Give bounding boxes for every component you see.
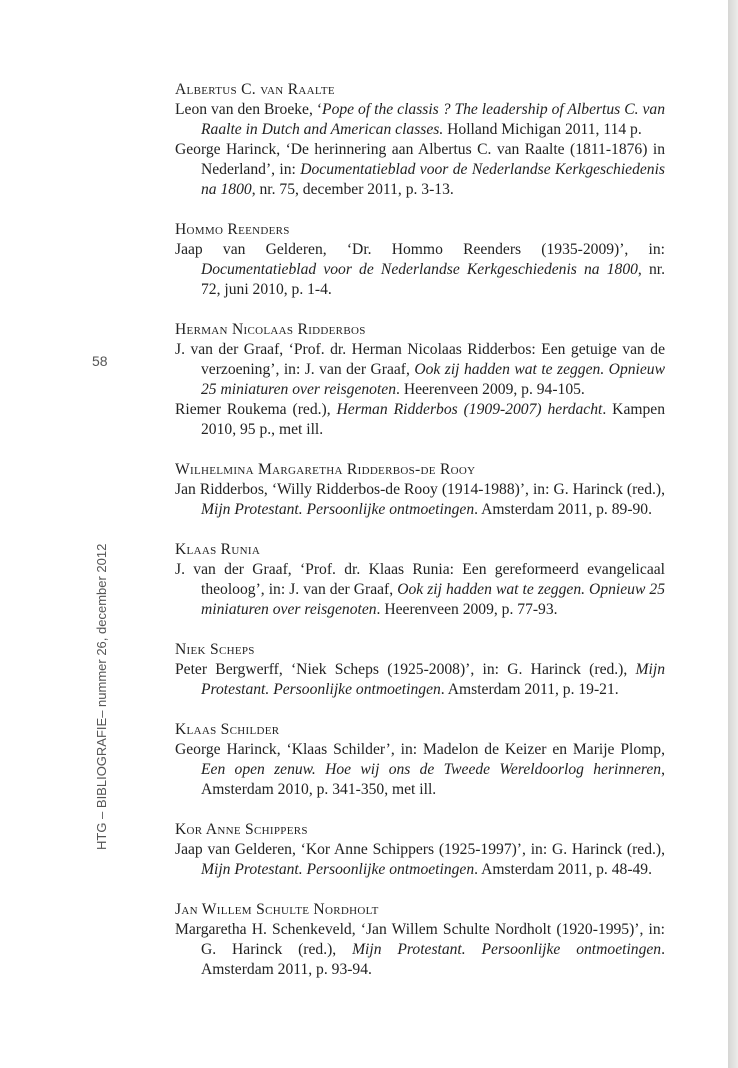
bibliography-entry (175, 460, 665, 520)
bibliography-reference (175, 240, 665, 300)
reference-text: Margaretha H. Schenkeveld, ‘Jan Willem Schulte Nordholt (1920-1995)’, in: G. Harinck (red.), (175, 921, 665, 958)
entry-person-name: Albertus C. van Raalte (175, 81, 335, 98)
bibliography-entry (175, 220, 665, 300)
reference-text: Riemer Roukema (red.), (175, 401, 337, 418)
entry-person-name: Herman Nicolaas Ridderbos (175, 321, 366, 338)
bibliography-reference (175, 480, 665, 520)
bibliography-reference (175, 140, 665, 200)
reference-title: Ook zij hadden wat te zeggen. Opnieuw 25 miniaturen over reisgenoten (201, 581, 666, 618)
entry-person-name: Niek Scheps (175, 641, 255, 658)
bibliography-reference (175, 400, 665, 440)
bibliography-reference (175, 920, 665, 980)
reference-title: Mijn Protestant. Persoonlijke ontmoetingen (201, 861, 475, 878)
reference-text: George Harinck, ‘Klaas Schilder’, in: Madelon de Keizer en Marije Plomp, (175, 741, 665, 758)
reference-text: Jan Ridderbos, ‘Willy Ridderbos-de Rooy (1914-1988)’, in: G. Harinck (red.), (175, 481, 665, 498)
page-number: 58 (92, 353, 108, 369)
bibliography-list (175, 80, 665, 1000)
reference-text: Peter Bergwerff, ‘Niek Scheps (1925-2008)’, in: G. Harinck (red.), (175, 661, 636, 678)
reference-text: . Kampen 2010, 95 p., met ill. (201, 401, 666, 438)
reference-text: J. van der Graaf, ‘Prof. dr. Herman Nicolaas Ridderbos: Een getuige van de verzoening’, in: J. van der Graaf, (175, 341, 665, 378)
bibliography-reference (175, 660, 665, 700)
reference-text: . Amsterdam 2011, p. 93-94. (201, 941, 665, 978)
bibliography-reference (175, 560, 665, 620)
reference-text: . Amsterdam 2011, p. 89-90. (474, 501, 653, 518)
bibliography-entry (175, 820, 665, 880)
reference-title: Herman Ridderbos (1909-2007) herdacht (336, 401, 603, 418)
reference-text: J. van der Graaf, ‘Prof. dr. Klaas Runia: Een gereformeerd evangelicaal theoloog’, in: J. van der Graaf, (175, 561, 665, 598)
reference-text: . Amsterdam 2011, p. 19-21. (440, 681, 619, 698)
reference-text: George Harinck, ‘De herinnering aan Albertus C. van Raalte (1811-1876) in Nederland’, in: (175, 141, 665, 178)
entry-person-name: Jan Willem Schulte Nordholt (175, 901, 379, 918)
reference-text: Holland Michigan 2011, 114 p. (443, 121, 642, 138)
reference-title: Documentatieblad voor de Nederlandse Kerkgeschiedenis na 1800 (201, 161, 665, 198)
bibliography-entry (175, 540, 665, 620)
bibliography-reference (175, 340, 665, 400)
entry-person-name: Klaas Runia (175, 541, 261, 558)
bibliography-entry (175, 640, 665, 700)
page-edge (728, 0, 738, 1068)
bibliography-entry (175, 900, 665, 980)
bibliography-reference (175, 100, 665, 140)
reference-title: Documentatieblad voor de Nederlandse Kerkgeschiedenis na 1800 (201, 261, 638, 278)
reference-text: . Heerenveen 2009, p. 94-105. (396, 381, 585, 398)
reference-title: Mijn Protestant. Persoonlijke ontmoetingen (201, 501, 475, 518)
reference-text: , Amsterdam 2010, p. 341-350, met ill. (201, 761, 665, 798)
running-head: HTG – BIBLIOGRAFIE– nummer 26, december 2012 (94, 543, 109, 850)
reference-text: Jaap van Gelderen, ‘Kor Anne Schippers (1925-1997)’, in: G. Harinck (red.), (175, 841, 665, 858)
bibliography-entry (175, 320, 665, 440)
reference-title: Ook zij hadden wat te zeggen. Opnieuw 25 miniaturen over reisgenoten (201, 361, 665, 398)
reference-text: , nr. 72, juni 2010, p. 1-4. (201, 261, 665, 298)
reference-text: , nr. 75, december 2011, p. 3-13. (251, 181, 454, 198)
bibliography-entry (175, 720, 665, 800)
reference-text: Leon van den Broeke, ‘ (175, 101, 323, 118)
bibliography-reference (175, 840, 665, 880)
entry-person-name: Klaas Schilder (175, 721, 280, 738)
reference-text: . Heerenveen 2009, p. 77-93. (376, 601, 558, 618)
reference-title: Pope of the classis ? The leadership of Albertus C. van Raalte in Dutch and American classes. (201, 101, 665, 138)
entry-person-name: Hommo Reenders (175, 221, 290, 238)
bibliography-reference (175, 740, 665, 800)
entry-person-name: Kor Anne Schippers (175, 821, 308, 838)
entry-person-name: Wilhelmina Margaretha Ridderbos-de Rooy (175, 461, 476, 478)
reference-title: Mijn Protestant. Persoonlijke ontmoetingen (352, 941, 662, 958)
bibliography-entry (175, 80, 665, 200)
reference-title: Een open zenuw. Hoe wij ons de Tweede Wereldoorlog herinneren (201, 761, 662, 778)
reference-title: Mijn Protestant. Persoonlijke ontmoetingen (201, 661, 665, 698)
reference-text: Jaap van Gelderen, ‘Dr. Hommo Reenders (1935-2009)’, in: (175, 241, 665, 258)
reference-text: . Amsterdam 2011, p. 48-49. (474, 861, 653, 878)
